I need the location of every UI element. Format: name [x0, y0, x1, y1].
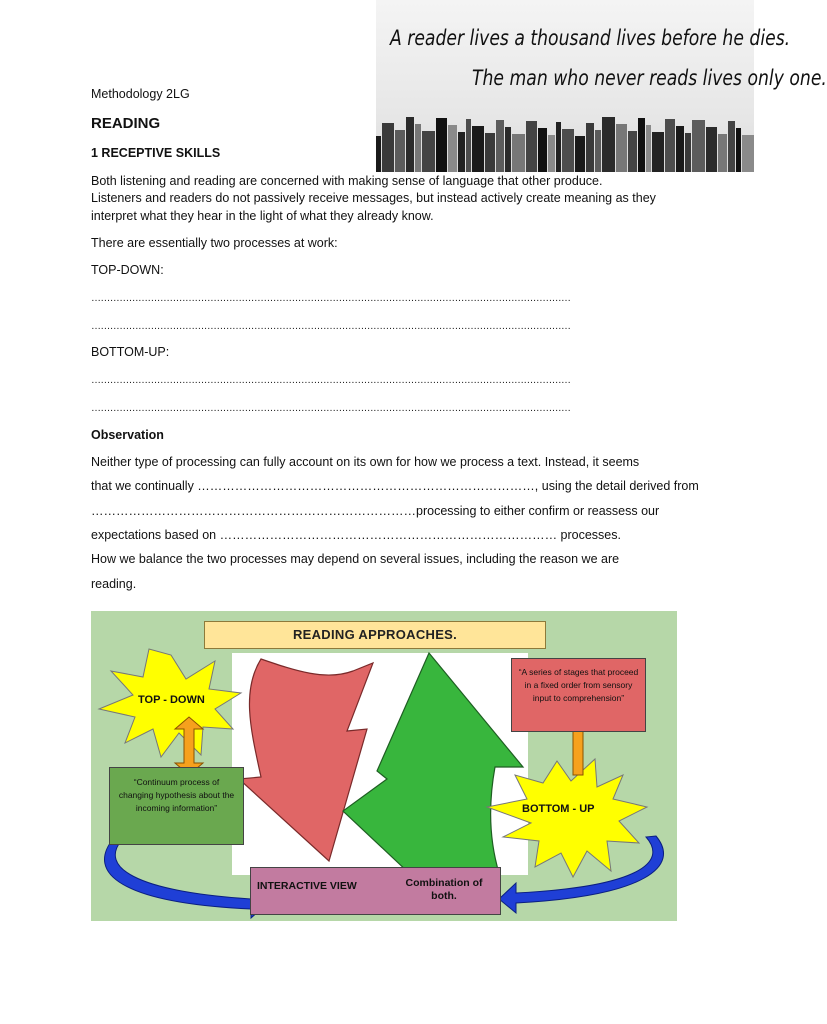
- book-spine: [575, 136, 585, 172]
- course-label: Methodology 2LG: [91, 87, 190, 101]
- book-spine: [448, 125, 457, 172]
- observation-line: reading.: [91, 577, 137, 591]
- observation-heading: Observation: [91, 428, 164, 442]
- observation-line: How we balance the two processes may depend on several issues, including the reason we are: [91, 552, 620, 566]
- diagram-title: READING APPROACHES.: [204, 621, 546, 649]
- answer-line: ………………………………………………………………………………………………………………………………………: [91, 403, 571, 414]
- book-spine: [496, 120, 504, 172]
- book-spine: [562, 129, 574, 172]
- book-spine: [505, 127, 511, 172]
- book-spine: [595, 130, 601, 172]
- book-spine: [728, 121, 735, 172]
- bottom-up-burst-label: BOTTOM - UP: [522, 803, 595, 815]
- observation-line: ……………………………………………………………………processing to either confirm or reassess our: [91, 504, 660, 518]
- book-spine: [628, 131, 637, 172]
- bookshelf-illustration: [376, 116, 754, 172]
- book-spine: [616, 124, 627, 172]
- top-down-definition-box: “Continuum process of changing hypothesis about the incoming information”: [109, 767, 244, 845]
- quote-line-1: A reader lives a thousand lives before he dies.: [390, 26, 791, 50]
- book-spine: [406, 117, 414, 172]
- book-spine: [676, 126, 684, 172]
- book-spine: [415, 124, 421, 172]
- processes-intro: There are essentially two processes at work:: [91, 236, 338, 250]
- top-down-label: TOP-DOWN:: [91, 263, 164, 277]
- book-spine: [466, 119, 471, 172]
- book-spine: [472, 126, 484, 172]
- book-spine: [376, 136, 381, 172]
- bottom-up-label: BOTTOM-UP:: [91, 345, 170, 359]
- book-spine: [652, 132, 664, 172]
- book-spine: [548, 135, 555, 172]
- book-spine: [422, 131, 435, 172]
- book-spine: [556, 122, 561, 172]
- answer-line: ………………………………………………………………………………………………………………………………………: [91, 375, 571, 386]
- paragraph-line: interpret what they hear in the light of what they already know.: [91, 209, 434, 223]
- observation-line: Neither type of processing can fully account on its own for how we process a text. Instead, it seems: [91, 455, 640, 469]
- book-spine: [436, 118, 447, 172]
- answer-line: ………………………………………………………………………………………………………………………………………: [91, 321, 571, 332]
- book-spine: [718, 134, 727, 172]
- book-spine: [512, 134, 525, 172]
- book-spine: [742, 135, 754, 172]
- bottom-up-definition-box: “A series of stages that proceed in a fixed order from sensory input to comprehension”: [511, 658, 646, 732]
- combination-label: Combination of both.: [405, 877, 483, 902]
- book-spine: [602, 117, 615, 172]
- section-heading: 1 RECEPTIVE SKILLS: [91, 146, 221, 160]
- observation-line: that we continually ………………………………………………………………………, using the detail derived from: [91, 479, 699, 493]
- book-spine: [458, 132, 465, 172]
- book-spine: [685, 133, 691, 172]
- book-spine: [706, 127, 717, 172]
- quote-line-2: The man who never reads lives only one.: [472, 66, 827, 90]
- top-down-burst-label: TOP - DOWN: [138, 694, 205, 706]
- paragraph-line: Both listening and reading are concerned with making sense of language that other produce.: [91, 174, 603, 188]
- page-title: READING: [91, 115, 161, 132]
- book-spine: [646, 125, 651, 172]
- book-spine: [665, 119, 675, 172]
- book-spine: [736, 128, 741, 172]
- reading-approaches-diagram: [91, 611, 677, 921]
- book-spine: [382, 123, 394, 172]
- quote-photo: [376, 0, 827, 172]
- observation-line: expectations based on ……………………………………………………………………… processes.: [91, 528, 621, 542]
- book-spine: [485, 133, 495, 172]
- book-spine: [586, 123, 594, 172]
- book-spine: [638, 118, 645, 172]
- answer-line: ………………………………………………………………………………………………………………………………………: [91, 293, 571, 304]
- interactive-view-box: [250, 867, 501, 915]
- book-spine: [526, 121, 537, 172]
- book-spine: [395, 130, 405, 172]
- paragraph-line: Listeners and readers do not passively receive messages, but instead actively create meaning as they: [91, 191, 656, 205]
- book-spine: [538, 128, 547, 172]
- book-spine: [692, 120, 705, 172]
- interactive-view-label: INTERACTIVE VIEW: [257, 880, 357, 892]
